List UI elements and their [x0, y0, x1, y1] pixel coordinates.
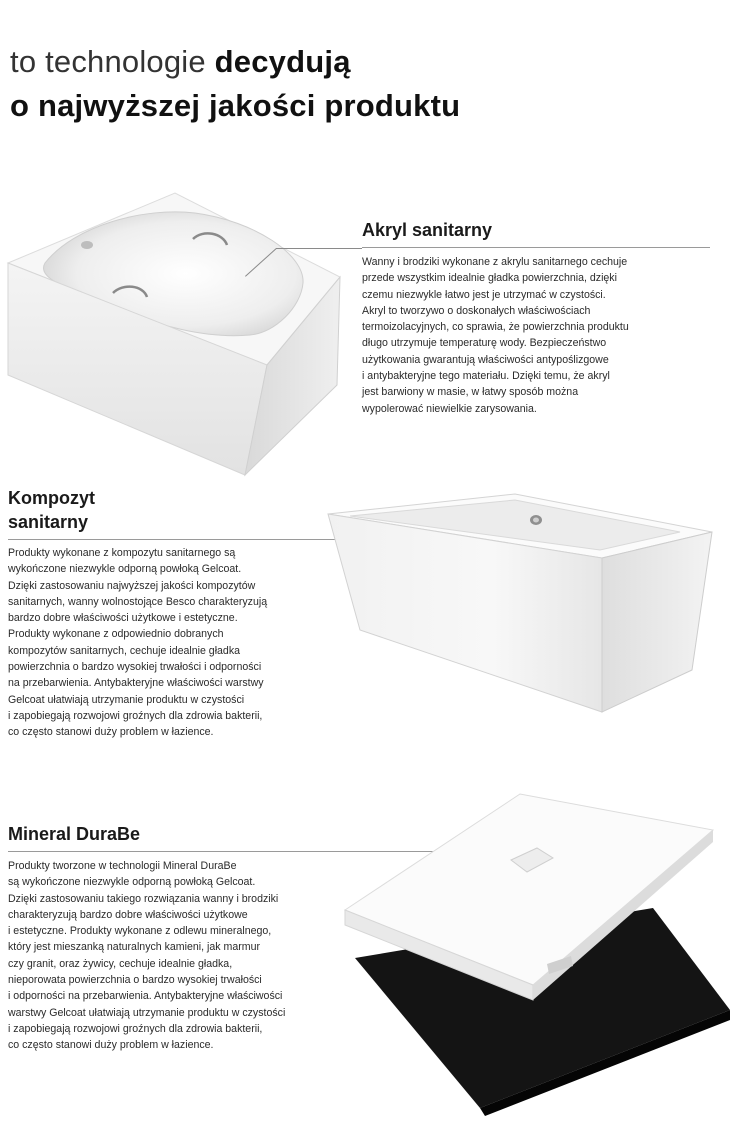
section-text-mineral: Produkty tworzone w technologii Mineral DuraBe są wykończone niezwykle odporną powłoką Gelcoat. Dzięki zastosowaniu takiego rozwiązania wanny i brodziki charakteryzują bardzo dobre właściwości użytkowe i estetyczne. Produkty wykonane z odlewu mineralnego, który jest mieszanką naturalnych kamieni, jak marmur czy granit, oraz żywicy, cechuje idealnie gładka, nieporowata powierzchnia o bardzo wysokiej trwałości i odporności na przebarwienia. Antybakteryjne właściwości warstwy Gelcoat ułatwiają utrzymanie produktu w czystości i zapobiegają rozwojowi groźnych dla zdrowia bakterii, co często stanowi duży problem w łazience. — [8, 860, 286, 1052]
headline-line-1 — [10, 40, 460, 84]
section-text-kompozyt: Produkty wykonane z kompozytu sanitarnego są wykończone niezwykle odporną powłoką Gelcoat. Dzięki zastosowaniu najwyższej jakości kompozytów sanitarnych, wanny wolnostojące Besco charakteryzują bardzo dobre właściwości użytkowe i estetyczne. Produkty wykonane z odpowiednio dobranych kompozytów sanitarnych, cechuje idealnie gładka powierzchnia o bardzo wysokiej trwałości i odporności na przebarwienia. Antybakteryjne właściwości warstwy Gelcoat ułatwiają utrzymanie produktu w czystości i zapobiegają rozwojowi groźnych dla zdrowia bakterii, co często stanowi duży problem w łazience. — [8, 547, 268, 739]
page-headline — [10, 40, 460, 128]
section-title-akryl: Akryl sanitarny — [362, 220, 493, 240]
section-text-akryl: Wanny i brodziki wykonane z akrylu sanitarnego cechuje przede wszystkim idealnie gładka powierzchnia, dzięki czemu niezwykle łatwo jest je utrzymać w czystości. Akryl to tworzywo o doskonałych właściwościach termoizolacyjnych, co sprawia, że powierzchnia produktu długo utrzymuje temperaturę wody. Bezpieczeństwo użytkowania gwarantują właściwości antypoślizgowe i antybakteryjne tego materiału. Dzięki temu, że akryl jest barwiony w masie, w łatwy sposób można wypolerować niewielkie zarysowania. — [362, 256, 629, 415]
headline-line-2: o najwyższej jakości produktu — [10, 88, 461, 123]
section-rule-akryl — [362, 247, 710, 248]
headline-bold-text: decydują — [214, 44, 351, 79]
section-title-mineral: Mineral DuraBe — [8, 824, 141, 844]
section-rule-kompozyt — [8, 539, 370, 540]
freestanding-bathtub-image — [320, 480, 730, 725]
section-title-kompozyt — [8, 486, 95, 534]
headline-light-text: to technologie — [10, 44, 215, 79]
shower-tray-image — [315, 790, 735, 1120]
acrylic-bathtub-image — [5, 185, 350, 475]
section-title-kompozyt-line-2: sanitarny — [8, 512, 89, 532]
leader-line-akryl-2 — [276, 248, 362, 249]
section-title-kompozyt-line-1: Kompozyt — [8, 488, 95, 508]
